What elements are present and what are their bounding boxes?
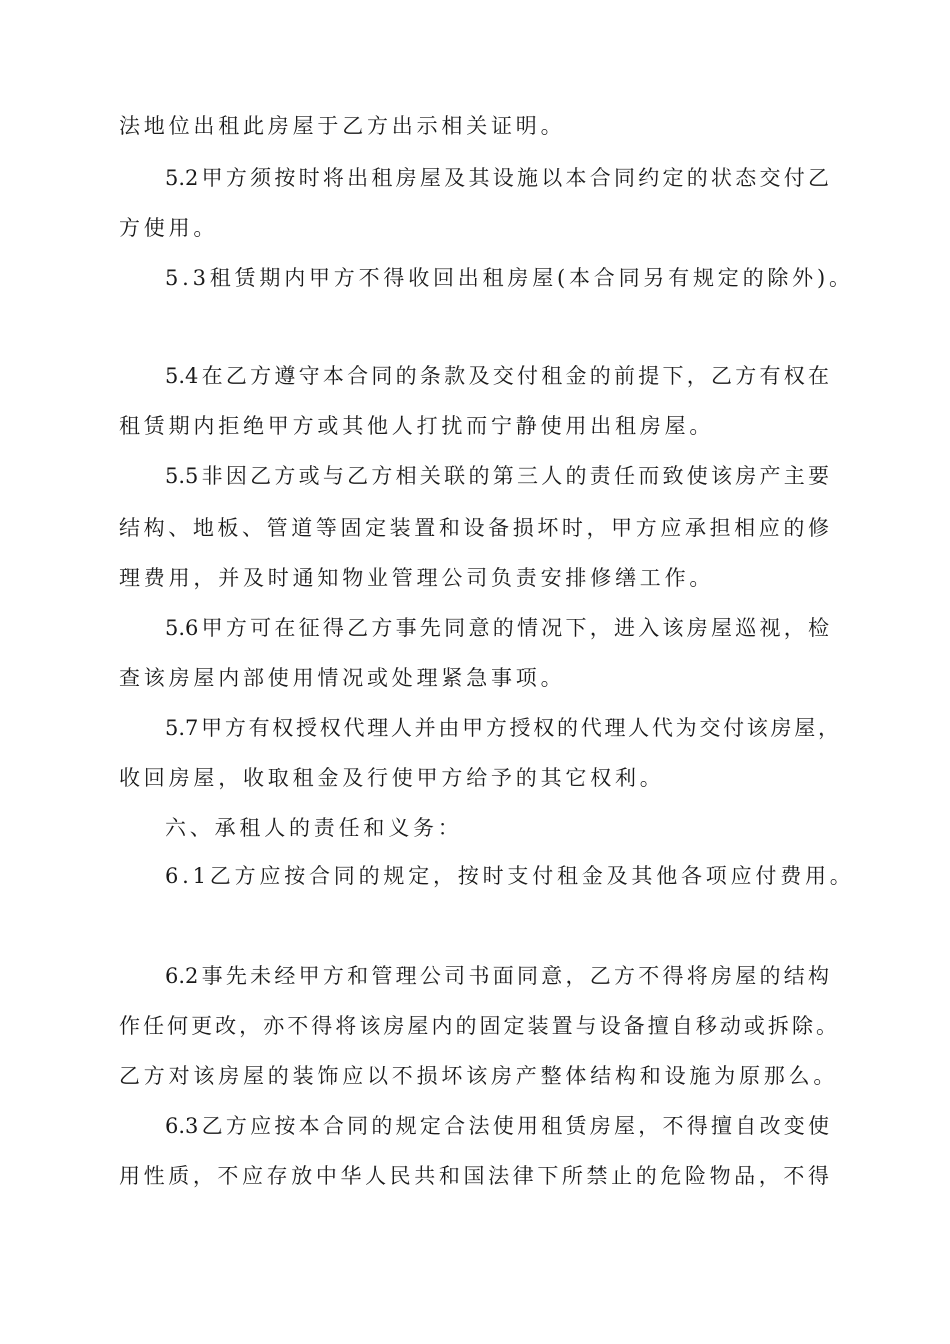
text-line: 收回房屋，收取租金及行使甲方给予的其它权利。 — [119, 766, 665, 790]
clause-6-2-line: 6.2事先未经甲方和管理公司书面同意，乙方不得将房屋的结构 — [165, 964, 829, 988]
clause-5-3-line: 5.3租赁期内甲方不得收回出租房屋(本合同另有规定的除外)。 — [165, 266, 854, 290]
clause-5-6-line: 5.6甲方可在征得乙方事先同意的情况下，进入该房屋巡视，检 — [165, 616, 829, 640]
text-line: 乙方对该房屋的装饰应以不损坏该房产整体结构和设施为原那么。 — [119, 1064, 839, 1088]
clause-6-3-line: 6.3乙方应按本合同的规定合法使用租赁房屋，不得擅自改变使 — [165, 1114, 829, 1138]
clause-5-5-line: 5.5非因乙方或与乙方相关联的第三人的责任而致使该房产主要 — [165, 464, 829, 488]
clause-6-1-line: 6.1乙方应按合同的规定，按时支付租金及其他各项应付费用。 — [165, 864, 855, 888]
text-line: 租赁期内拒绝甲方或其他人打扰而宁静使用出租房屋。 — [119, 414, 715, 438]
text-line: 用性质，不应存放中华人民共和国法律下所禁止的危险物品，不得 — [119, 1164, 829, 1188]
text-line: 作任何更改，亦不得将该房屋内的固定装置与设备擅自移动或拆除。 — [119, 1014, 837, 1038]
text-line: 法地位出租此房屋于乙方出示相关证明。 — [119, 114, 566, 138]
clause-5-7-line: 5.7甲方有权授权代理人并由甲方授权的代理人代为交付该房屋， — [165, 716, 839, 740]
text-line: 查该房屋内部使用情况或处理紧急事项。 — [119, 666, 566, 690]
text-line: 理费用，并及时通知物业管理公司负责安排修缮工作。 — [119, 566, 715, 590]
clause-5-2-line: 5.2甲方须按时将出租房屋及其设施以本合同约定的状态交付乙 — [165, 166, 829, 190]
clause-5-4-line: 5.4在乙方遵守本合同的条款及交付租金的前提下，乙方有权在 — [165, 364, 829, 388]
text-line: 方使用。 — [119, 216, 219, 240]
section-heading: 六、承租人的责任和义务： — [165, 816, 463, 840]
text-line: 结构、地板、管道等固定装置和设备损坏时，甲方应承担相应的修 — [119, 516, 829, 540]
